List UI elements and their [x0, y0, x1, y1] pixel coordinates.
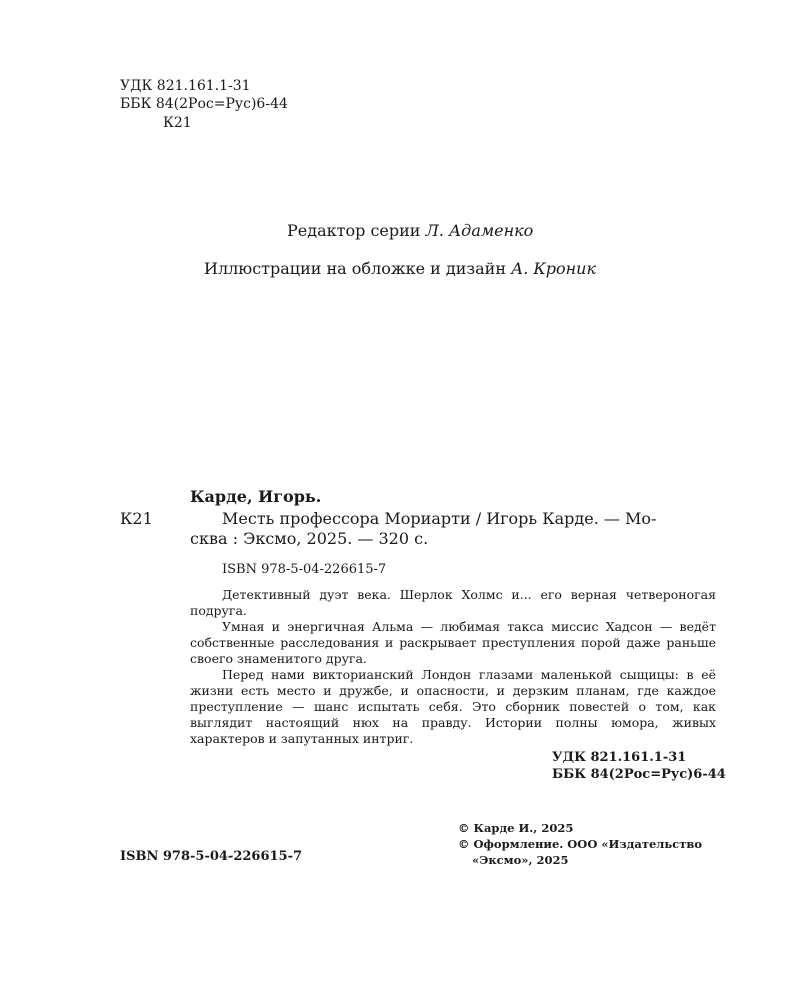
- catalog-title-line-1: Месть профессора Мориарти / Игорь Карде. — Мо-: [222, 509, 657, 528]
- catalog-author-heading: Карде, Игорь.: [190, 487, 322, 506]
- udk-code-bottom: УДК 821.161.1-31: [552, 750, 687, 765]
- isbn-bottom: ISBN 978-5-04-226615-7: [120, 849, 303, 864]
- series-editor-credit: [287, 221, 533, 240]
- annotation-paragraph: Перед нами викторианский Лондон глазами маленькой сыщицы: в её жизни есть место и дружбе, и опасности, и дерзким планам, где каждое преступление — шанс испытать себя. Это сборник повестей о том, как выглядит настоящий нюх на правду. Истории полны юмора, живых характеров и запутанных интриг.: [190, 667, 716, 746]
- catalog-title-line-2: сква : Эксмо, 2025. — 320 с.: [190, 529, 429, 548]
- copyright-author: © Карде И., 2025: [458, 821, 574, 835]
- copyright-design-line-1: © Оформление. ООО «Издательство: [458, 837, 702, 851]
- annotation-paragraph: Детективный дуэт века. Шерлок Холмс и... его верная четвероногая подруга.: [190, 587, 716, 618]
- bbk-code-top: ББК 84(2Рос=Рус)6-44: [120, 96, 288, 112]
- illustration-label: Иллюстрации на обложке и дизайн: [204, 259, 506, 278]
- author-mark-top: К21: [163, 115, 192, 131]
- annotation-paragraph: Умная и энергичная Альма — любимая такса миссис Хадсон — ведёт собственные расследования и раскрывает преступления порой даже раньше своего знаменитого друга.: [190, 619, 716, 666]
- catalog-isbn: ISBN 978-5-04-226615-7: [222, 562, 387, 577]
- book-annotation: [190, 587, 716, 747]
- illustration-artist-name: А. Кроник: [511, 259, 597, 278]
- copyright-block: [458, 820, 702, 868]
- illustration-credit: [204, 259, 596, 278]
- series-editor-label: Редактор серии: [287, 221, 421, 240]
- udk-code-top: УДК 821.161.1-31: [120, 78, 251, 94]
- copyright-design-line-2: «Эксмо», 2025: [472, 853, 569, 867]
- series-editor-name: Л. Адаменко: [425, 221, 534, 240]
- bbk-code-bottom: ББК 84(2Рос=Рус)6-44: [552, 767, 726, 782]
- catalog-author-mark: К21: [120, 509, 153, 528]
